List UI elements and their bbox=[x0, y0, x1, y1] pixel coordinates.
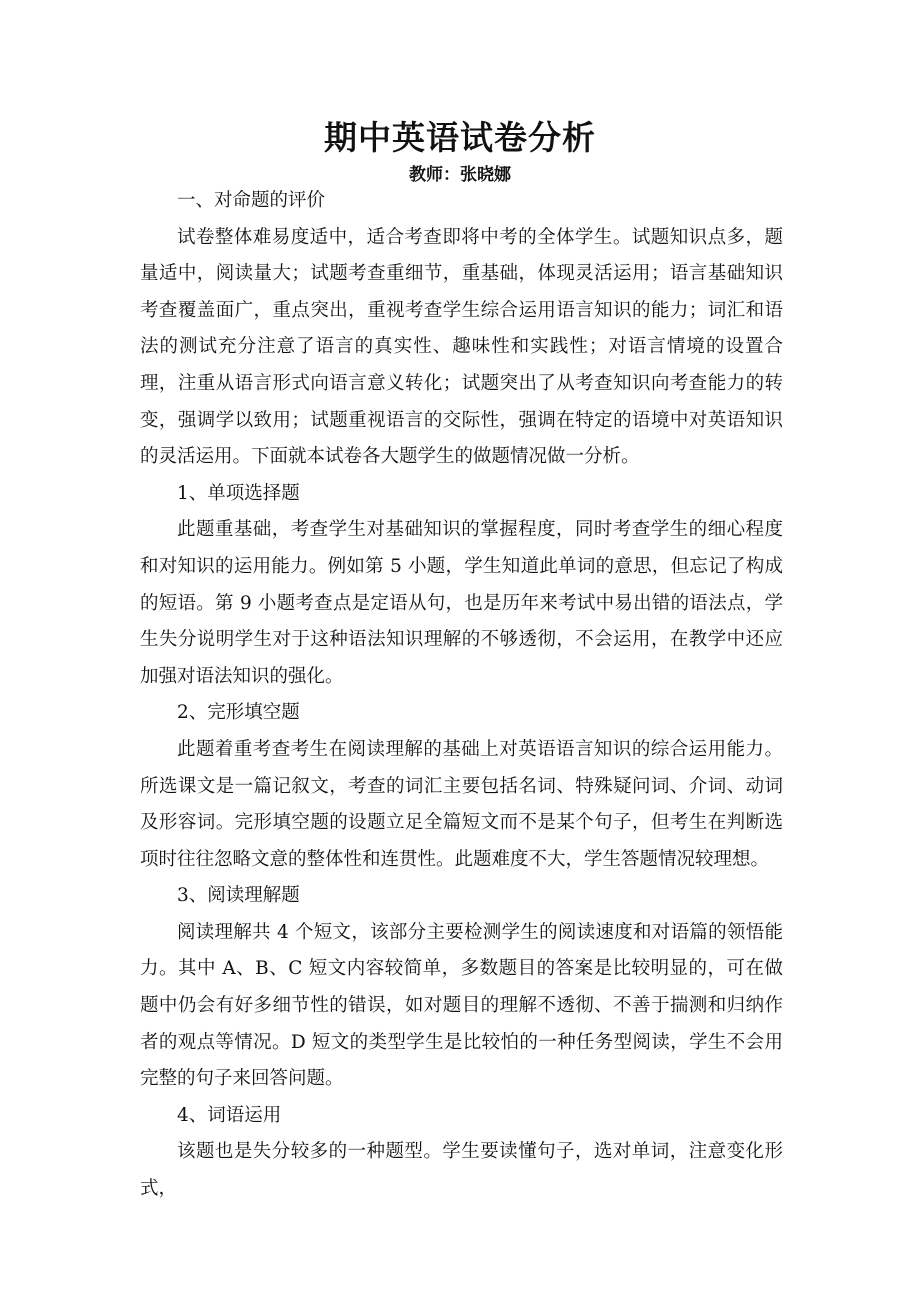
document-body bbox=[140, 183, 783, 1208]
section-heading: 3、阅读理解题 bbox=[177, 885, 300, 907]
section-heading: 4、词语运用 bbox=[177, 1104, 282, 1126]
section-heading: 1、单项选择题 bbox=[177, 482, 300, 504]
section-heading: 2、完形填空题 bbox=[177, 702, 300, 724]
section-paragraph: 该题也是失分较多的一种题型。学生要读懂句子，选对单词，注意变化形式， bbox=[140, 1141, 783, 1200]
section-paragraph: 此题重基础，考查学生对基础知识的掌握程度，同时考查学生的细心程度和对知识的运用能力。例如第 5 小题，学生知道此单词的意思，但忘记了构成的短语。第 9 小题考查点是定语从句，也是历年来考试中易出错的语法点，学生失分说明学生对于这种语法知识理解的不够透彻，不会运用，在教学中还应加强对语法知识的强化。 bbox=[140, 519, 783, 687]
teacher-name: 教师：张晓娜 bbox=[409, 165, 511, 185]
section-heading: 一、对命题的评价 bbox=[177, 190, 326, 211]
section-paragraph: 阅读理解共 4 个短文，该部分主要检测学生的阅读速度和对语篇的领悟能力。其中 A、B、C 短文内容较简单，多数题目的答案是比较明显的，可在做题中仍会有好多细节性的错误，如对题目的理解不透彻、不善于揣测和归纳作者的观点等情况。D 短文的类型学生是比较怕的一种任务型阅读，学生不会用完整的句子来回答问题。 bbox=[140, 921, 783, 1090]
page-title: 期中英语试卷分析 bbox=[324, 118, 596, 157]
section-paragraph: 试卷整体难易度适中，适合考查即将中考的全体学生。试题知识点多，题量适中，阅读量大；试题考查重细节，重基础，体现灵活运用；语言基础知识考查覆盖面广，重点突出，重视考查学生综合运用语言知识的能力；词汇和语法的测试充分注意了语言的真实性、趣味性和实践性；对语言情境的设置合理，注重从语言形式向语言意义转化；试题突出了从考查知识向考查能力的转变，强调学以致用；试题重视语言的交际性，强调在特定的语境中对英语知识的灵活运用。下面就本试卷各大题学生的做题情况做一分析。 bbox=[140, 226, 783, 468]
section-paragraph: 此题着重考查考生在阅读理解的基础上对英语语言知识的综合运用能力。所选课文是一篇记叙文，考查的词汇主要包括名词、特殊疑问词、介词、动词及形容词。完形填空题的设题立足全篇短文而不是某个句子，但考生在判断选项时往往忽略文意的整体性和连贯性。此题难度不大，学生答题情况较理想。 bbox=[140, 738, 783, 870]
